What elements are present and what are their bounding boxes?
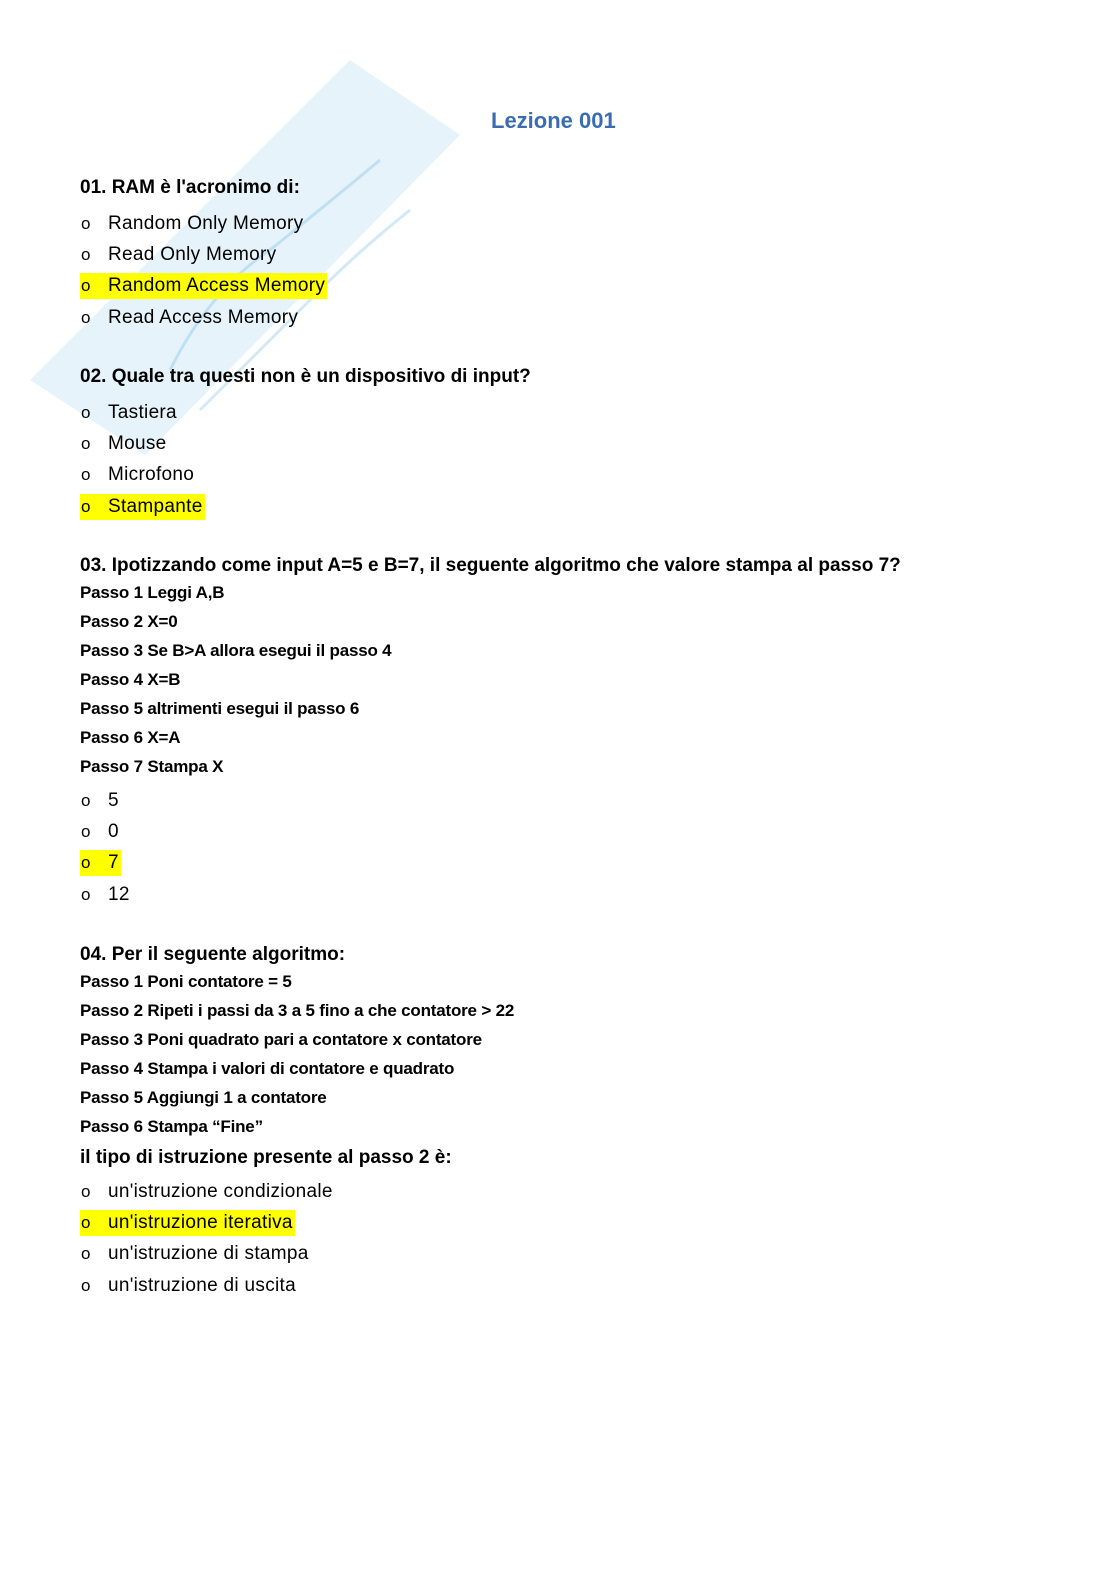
option-label: Read Access Memory: [108, 306, 299, 328]
radio-circle-icon: o: [81, 853, 91, 873]
option-wrapper: [80, 400, 179, 426]
question-tail-text: il tipo di istruzione presente al passo 2 è:: [80, 1147, 452, 1168]
radio-circle-icon: o: [81, 245, 91, 265]
algorithm-step: Passo 7 Stampa X: [80, 757, 224, 776]
option-4-correct[interactable]: [80, 491, 1040, 522]
option-label: Random Access Memory: [108, 275, 326, 297]
option-wrapper: [80, 1241, 311, 1267]
option-label: Stampante: [108, 495, 203, 517]
option-3[interactable]: [80, 460, 1040, 491]
radio-circle-icon: o: [81, 1181, 91, 1201]
radio-circle-icon: o: [81, 496, 91, 516]
radio-circle-icon: o: [81, 213, 91, 233]
option-2-correct[interactable]: [80, 1207, 1040, 1238]
algorithm-step: Passo 3 Poni quadrato pari a contatore x contatore: [80, 1030, 482, 1049]
radio-circle-icon: o: [81, 276, 91, 296]
option-1[interactable]: [80, 785, 1040, 816]
algorithm-step: Passo 2 Ripeti i passi da 3 a 5 fino a che contatore > 22: [80, 1001, 515, 1020]
option-3[interactable]: [80, 1239, 1040, 1270]
option-label: un'istruzione iterativa: [108, 1212, 293, 1234]
option-4[interactable]: [80, 879, 1040, 910]
algorithm-step: Passo 5 Aggiungi 1 a contatore: [80, 1088, 327, 1107]
option-wrapper: [80, 819, 121, 845]
radio-circle-icon: o: [81, 1244, 91, 1264]
algorithm-step: Passo 1 Poni contatore = 5: [80, 972, 292, 991]
option-wrapper: [80, 788, 121, 814]
algorithm-step: Passo 3 Se B>A allora esegui il passo 4: [80, 641, 392, 660]
option-label: 12: [108, 883, 130, 905]
algorithm-step: Passo 1 Leggi A,B: [80, 583, 225, 602]
algorithm-step: Passo 6 Stampa “Fine”: [80, 1117, 263, 1136]
radio-circle-icon: o: [81, 1275, 91, 1295]
option-label: Random Only Memory: [108, 212, 304, 234]
highlighted-answer: [80, 850, 121, 876]
option-4[interactable]: [80, 1270, 1040, 1301]
option-wrapper: [80, 1179, 335, 1205]
option-1[interactable]: [80, 1176, 1040, 1207]
option-3-correct[interactable]: [80, 848, 1040, 879]
option-label: 5: [108, 789, 119, 811]
radio-circle-icon: o: [81, 465, 91, 485]
option-label: Microfono: [108, 464, 195, 486]
question-text: 03. Ipotizzando come input A=5 e B=7, il seguente algoritmo che valore stampa al passo 7?: [80, 555, 901, 576]
radio-circle-icon: o: [81, 884, 91, 904]
algorithm-step: Passo 6 X=A: [80, 728, 181, 747]
option-wrapper: [80, 1273, 298, 1299]
radio-circle-icon: o: [81, 402, 91, 422]
option-wrapper: [80, 305, 300, 331]
option-1[interactable]: [80, 397, 1040, 428]
algorithm-step: Passo 4 Stampa i valori di contatore e quadrato: [80, 1059, 455, 1078]
option-label: un'istruzione condizionale: [108, 1180, 333, 1202]
radio-circle-icon: o: [81, 822, 91, 842]
option-label: Read Only Memory: [108, 244, 277, 266]
option-wrapper: [80, 882, 132, 908]
option-2[interactable]: [80, 816, 1040, 847]
option-2[interactable]: [80, 239, 1040, 270]
radio-circle-icon: o: [81, 307, 91, 327]
algorithm-step: Passo 5 altrimenti esegui il passo 6: [80, 699, 360, 718]
radio-circle-icon: o: [81, 434, 91, 454]
option-wrapper: [80, 242, 278, 268]
highlighted-answer: [80, 1210, 295, 1236]
question-text: 01. RAM è l'acronimo di:: [80, 177, 300, 198]
question-text: 04. Per il seguente algoritmo:: [80, 944, 346, 965]
option-4[interactable]: [80, 302, 1040, 333]
question-text: 02. Quale tra questi non è un dispositivo di input?: [80, 366, 531, 387]
option-wrapper: [80, 211, 305, 237]
option-3-correct[interactable]: [80, 271, 1040, 302]
option-1[interactable]: [80, 208, 1040, 239]
radio-circle-icon: o: [81, 790, 91, 810]
option-label: Mouse: [108, 433, 167, 455]
option-wrapper: [80, 431, 169, 457]
page-title: Lezione 001: [491, 108, 616, 133]
highlighted-answer: [80, 273, 327, 299]
question-4: [80, 943, 1040, 1302]
option-2[interactable]: [80, 428, 1040, 459]
question-1: [80, 176, 1040, 334]
algorithm-step: Passo 2 X=0: [80, 612, 178, 631]
option-wrapper: [80, 462, 196, 488]
question-2: [80, 365, 1040, 523]
highlighted-answer: [80, 494, 205, 520]
question-3: [80, 554, 1040, 911]
option-label: Tastiera: [108, 401, 177, 423]
radio-circle-icon: o: [81, 1213, 91, 1233]
option-label: un'istruzione di stampa: [108, 1243, 309, 1265]
option-label: 0: [108, 821, 119, 843]
algorithm-step: Passo 4 X=B: [80, 670, 181, 689]
option-label: 7: [108, 852, 119, 874]
option-label: un'istruzione di uscita: [108, 1274, 296, 1296]
